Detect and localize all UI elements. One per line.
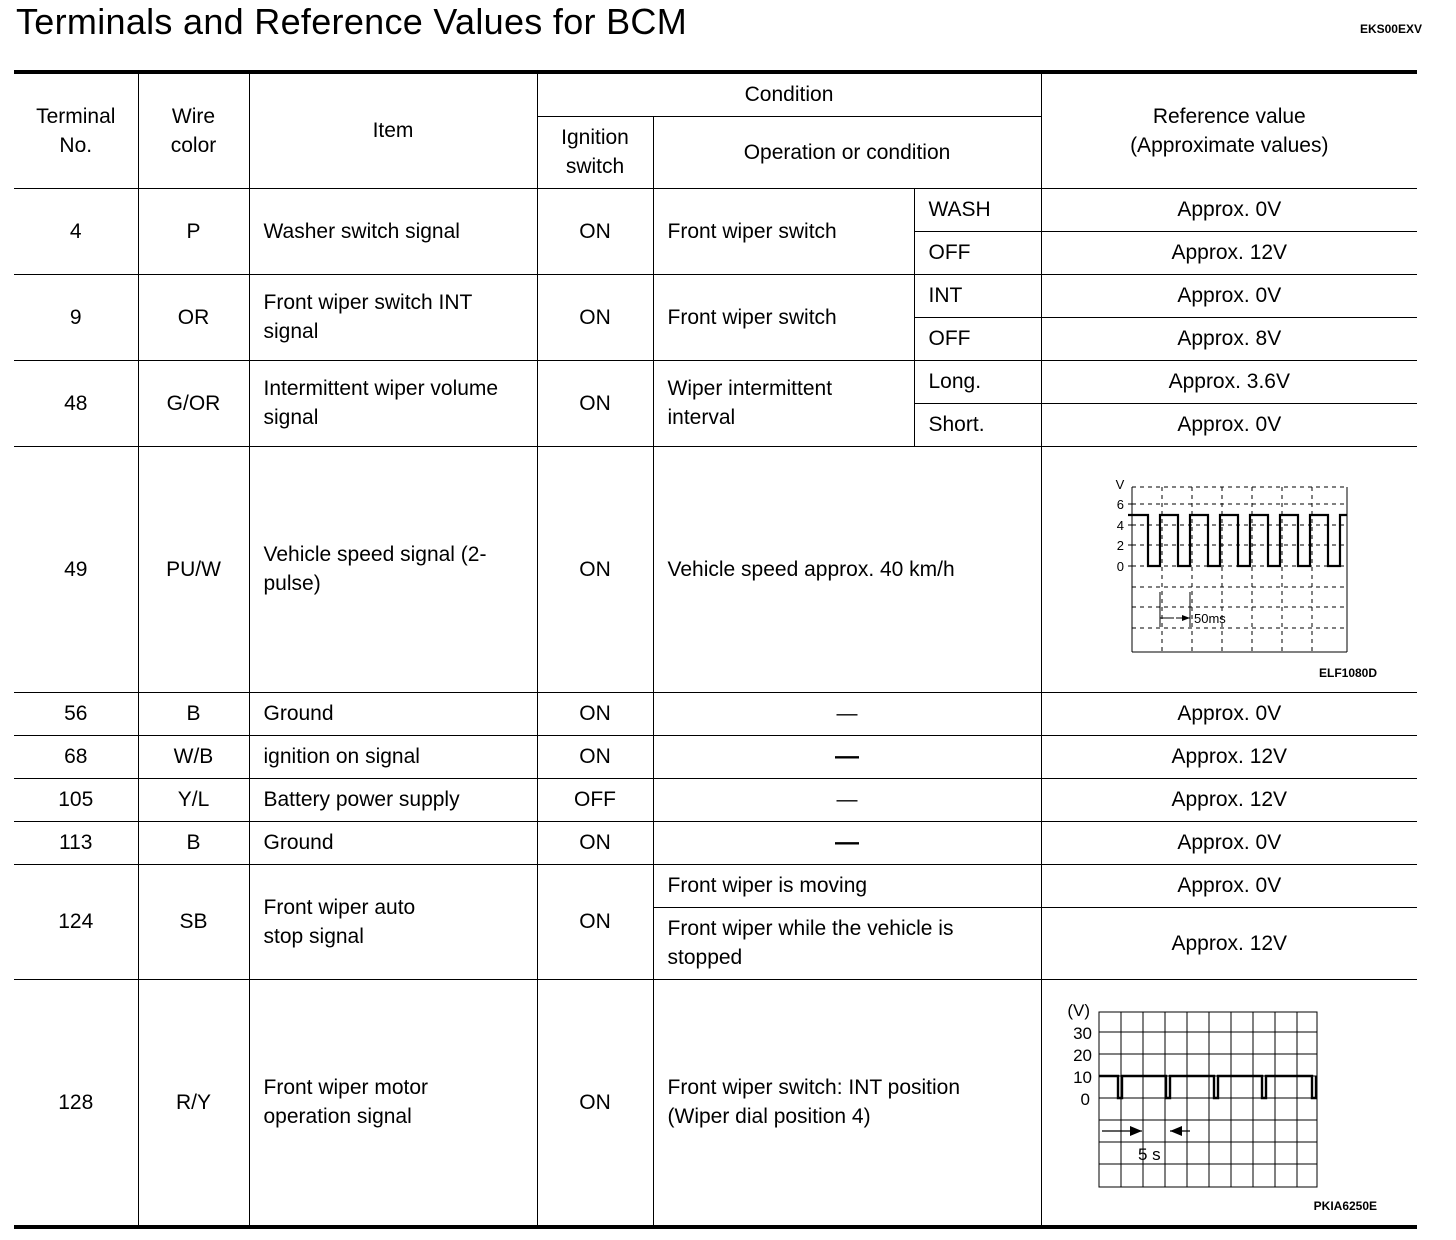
terminal-no: 56 [14, 692, 138, 735]
speed-pulse-waveform [1042, 447, 1418, 692]
item: Battery power supply [249, 778, 537, 821]
section-code: EKS00EXV [1359, 22, 1422, 36]
ignition-switch: ON [537, 446, 653, 692]
item: Washer switch signal [249, 188, 537, 274]
wire-color: Y/L [138, 778, 249, 821]
wire-color: R/Y [138, 979, 249, 1227]
table-row [14, 979, 1417, 1227]
reference-value: Approx. 0V [1041, 274, 1417, 317]
wire-color: P [138, 188, 249, 274]
item: Front wiper motor operation signal [249, 979, 537, 1227]
table-row [14, 360, 1417, 403]
ignition-switch: ON [537, 692, 653, 735]
item: ignition on signal [249, 735, 537, 778]
item: Ground [249, 692, 537, 735]
terminal-no: 113 [14, 821, 138, 864]
wire-color: W/B [138, 735, 249, 778]
ignition-switch: ON [537, 864, 653, 979]
bcm-terminal-table [14, 70, 1417, 1229]
waveform-tick-label: 30 [1072, 1023, 1092, 1043]
reference-value: Approx. 8V [1041, 317, 1417, 360]
operation: Front wiper is moving [653, 864, 1041, 907]
header-ignition-switch: Ignition switch [537, 116, 653, 188]
reference-value: Approx. 12V [1041, 735, 1417, 778]
table-row [14, 692, 1417, 735]
sub-condition: Long. [914, 360, 1041, 403]
ignition-switch: ON [537, 188, 653, 274]
item: Front wiper auto stop signal [249, 864, 537, 979]
ignition-switch: ON [537, 735, 653, 778]
header-wire-color: Wire color [138, 72, 249, 188]
reference-value: Approx. 12V [1041, 231, 1417, 274]
reference-value: Approx. 0V [1041, 188, 1417, 231]
item: Intermittent wiper volume signal [249, 360, 537, 446]
operation: — [836, 788, 858, 811]
operation: Front wiper switch [653, 274, 914, 360]
waveform-cell [1041, 446, 1417, 692]
operation: — [836, 702, 858, 725]
reference-value: Approx. 0V [1041, 403, 1417, 446]
terminal-no: 4 [14, 188, 138, 274]
table-row [14, 188, 1417, 231]
ignition-switch: ON [537, 360, 653, 446]
reference-value: Approx. 3.6V [1041, 360, 1417, 403]
waveform-time-label: 50ms [1193, 610, 1226, 626]
ignition-switch: ON [537, 274, 653, 360]
waveform-tick-label: 4 [1116, 517, 1124, 533]
item: Front wiper switch INT signal [249, 274, 537, 360]
reference-value: Approx. 0V [1041, 864, 1417, 907]
figure-code: ELF1080D [1319, 665, 1378, 680]
waveform-tick-label: 10 [1072, 1067, 1092, 1087]
wire-color: SB [138, 864, 249, 979]
operation: Front wiper switch [653, 188, 914, 274]
reference-value: Approx. 0V [1041, 692, 1417, 735]
sub-condition: Short. [914, 403, 1041, 446]
terminal-no: 48 [14, 360, 138, 446]
terminal-no: 128 [14, 979, 138, 1227]
sub-condition: OFF [914, 317, 1041, 360]
table-row [14, 821, 1417, 864]
operation: — [835, 742, 860, 770]
header-reference: Reference value (Approximate values) [1041, 72, 1417, 188]
terminal-no: 49 [14, 446, 138, 692]
sub-condition: OFF [914, 231, 1041, 274]
wire-color: OR [138, 274, 249, 360]
wire-color: G/OR [138, 360, 249, 446]
operation: Vehicle speed approx. 40 km/h [653, 446, 1041, 692]
waveform-cell [1041, 979, 1417, 1227]
table-row [14, 778, 1417, 821]
item: Vehicle speed signal (2-pulse) [249, 446, 537, 692]
reference-value: Approx. 12V [1041, 778, 1417, 821]
table-row [14, 446, 1417, 692]
operation: Front wiper switch: INT position (Wiper dial position 4) [653, 979, 1041, 1227]
reference-value: Approx. 0V [1041, 821, 1417, 864]
terminal-no: 105 [14, 778, 138, 821]
table-row [14, 735, 1417, 778]
header-terminal: Terminal No. [14, 72, 138, 188]
waveform-time-label: 5 s [1137, 1144, 1161, 1164]
figure-code: PKIA6250E [1313, 1198, 1378, 1213]
item: Ground [249, 821, 537, 864]
wire-color: B [138, 692, 249, 735]
waveform-tick-label: 20 [1072, 1045, 1092, 1065]
reference-value: Approx. 12V [1041, 907, 1417, 979]
table-row [14, 864, 1417, 907]
table-row [14, 274, 1417, 317]
waveform-tick-label: 0 [1116, 558, 1124, 574]
waveform-tick-label: 6 [1116, 496, 1124, 512]
header-item: Item [249, 72, 537, 188]
wire-color: PU/W [138, 446, 249, 692]
page-title: Terminals and Reference Values for BCM [16, 1, 688, 42]
waveform-tick-label: 0 [1080, 1089, 1090, 1109]
sub-condition: INT [914, 274, 1041, 317]
terminal-no: 124 [14, 864, 138, 979]
sub-condition: WASH [914, 188, 1041, 231]
operation: Front wiper while the vehicle is stopped [653, 907, 1041, 979]
ignition-switch: ON [537, 979, 653, 1227]
operation: Wiper intermittent interval [653, 360, 914, 446]
ignition-switch: ON [537, 821, 653, 864]
wire-color: B [138, 821, 249, 864]
waveform-unit-label: (V) [1066, 1000, 1090, 1020]
header-condition: Condition [537, 72, 1041, 116]
terminal-no: 68 [14, 735, 138, 778]
operation: — [835, 828, 860, 856]
terminal-no: 9 [14, 274, 138, 360]
ignition-switch: OFF [537, 778, 653, 821]
motor-operation-waveform [1042, 980, 1418, 1225]
waveform-unit-label: V [1115, 476, 1124, 492]
waveform-tick-label: 2 [1116, 537, 1124, 553]
header-operation: Operation or condition [653, 116, 1041, 188]
